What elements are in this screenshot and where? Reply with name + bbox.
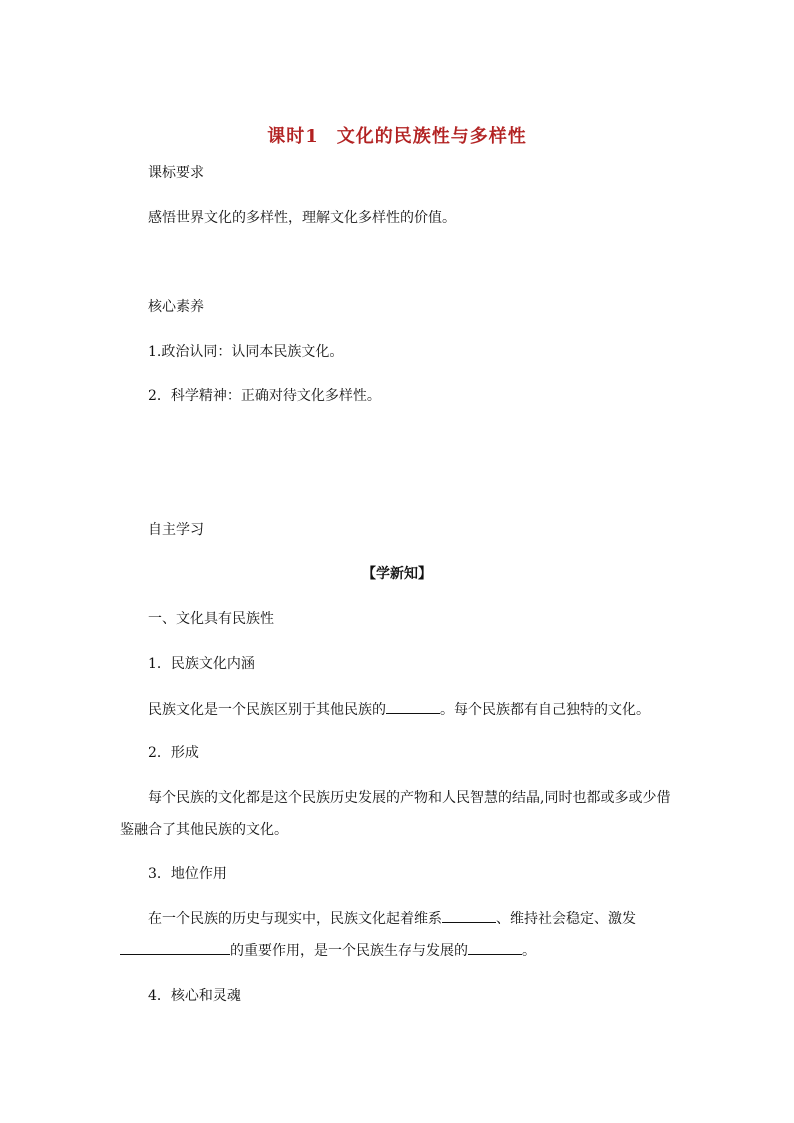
subsection-1-text-end: 。每个民族都有自己独特的文化。 [440,702,650,718]
fill-in-blank[interactable] [386,699,440,714]
fill-in-blank[interactable] [120,940,230,955]
lesson-number: 课时1 [267,126,319,147]
subsection-2-line-2: 鉴融合了其他民族的文化。 [120,822,288,838]
subsection-1-text [148,699,650,720]
subsection-2-heading: 2．形成 [148,745,199,761]
section-label: 【学新知】 [362,566,432,582]
subsection-3-line-1-end: 、维持社会稳定、激发 [496,911,636,927]
curriculum-heading: 课标要求 [148,165,204,181]
self-study-heading: 自主学习 [148,522,204,538]
subsection-2-line-1: 每个民族的文化都是这个民族历史发展的产物和人民智慧的结晶,同时也都或多或少借 [148,790,671,806]
subsection-3-heading: 3．地位作用 [148,866,227,882]
fill-in-blank[interactable] [468,940,522,955]
subsection-4-heading: 4．核心和灵魂 [148,988,241,1004]
core-item-1: 1.政治认同：认同本民族文化。 [148,344,344,360]
core-heading: 核心素养 [148,299,204,315]
part-1-heading: 一、文化具有民族性 [148,611,274,627]
subsection-3-line-2 [120,940,536,961]
fill-in-blank[interactable] [442,908,496,923]
subsection-1-heading: 1．民族文化内涵 [148,656,255,672]
subsection-3-line-2-end: 。 [522,943,536,959]
lesson-name: 文化的民族性与多样性 [336,126,527,147]
curriculum-text: 感悟世界文化的多样性，理解文化多样性的价值。 [148,210,456,226]
page-title [0,122,794,148]
core-item-2: 2．科学精神：正确对待文化多样性。 [148,388,381,404]
subsection-3-line-1 [148,908,636,929]
subsection-3-line-2-middle: 的重要作用，是一个民族生存与发展的 [230,943,468,959]
subsection-3-line-1-start: 在一个民族的历史与现实中，民族文化起着维系 [148,911,442,927]
subsection-1-text-start: 民族文化是一个民族区别于其他民族的 [148,702,386,718]
